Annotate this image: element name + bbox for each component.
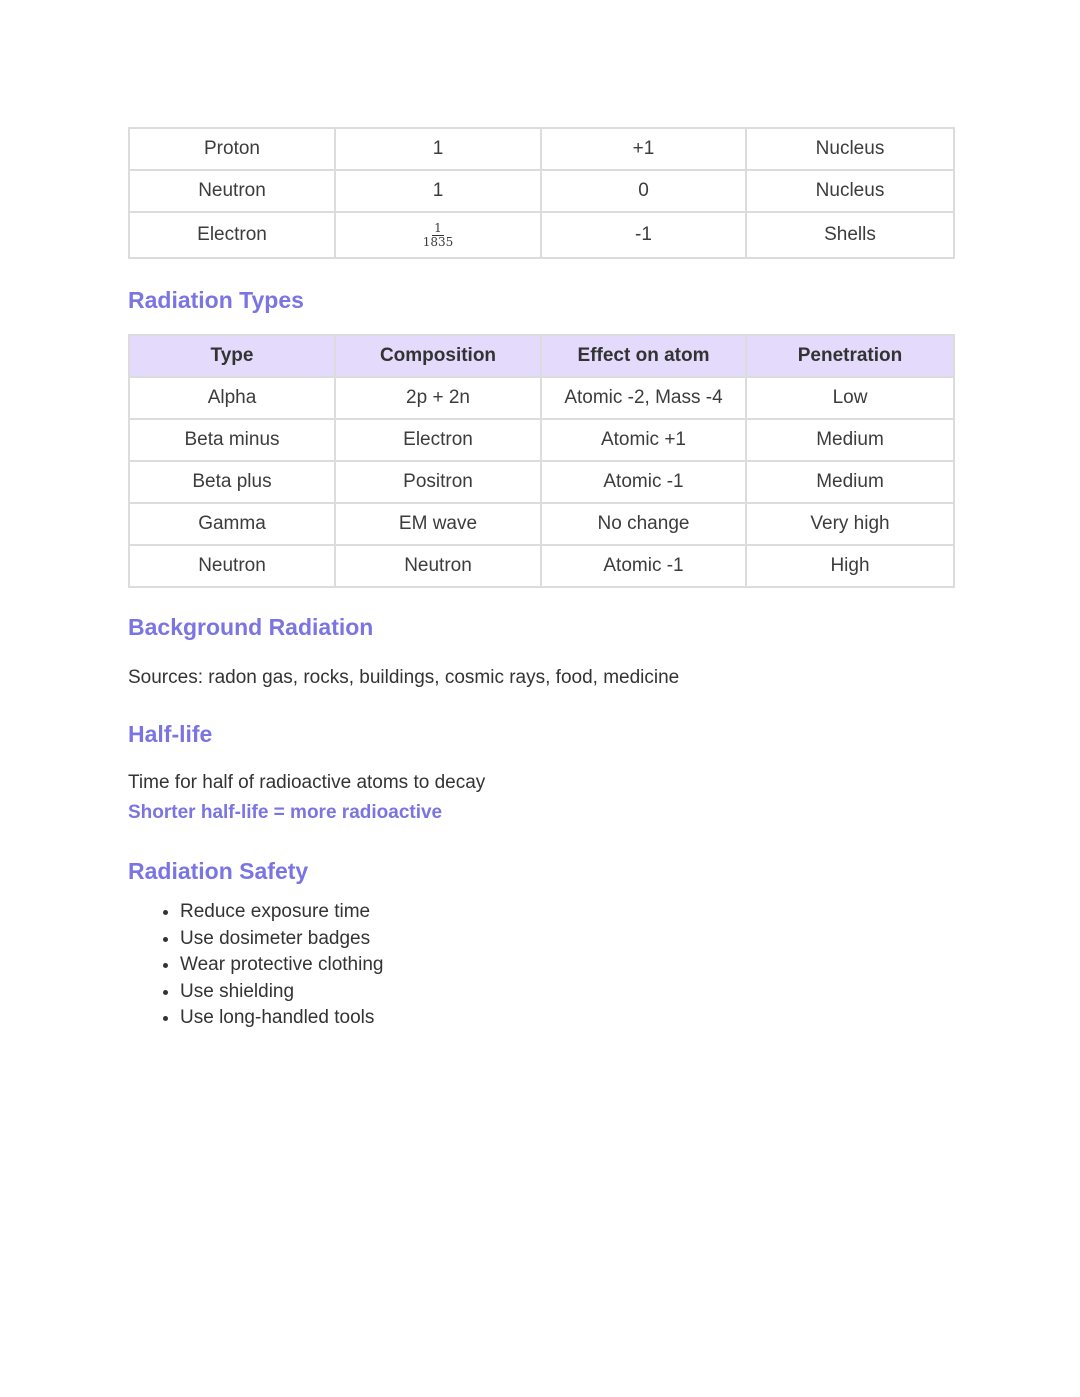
column-header-effect: Effect on atom <box>541 335 746 377</box>
particle-mass: 1 <box>335 170 541 212</box>
table-header-row <box>129 335 954 377</box>
cell-type: Neutron <box>129 545 335 587</box>
cell-penetration: Very high <box>746 503 954 545</box>
particle-name: Proton <box>129 128 335 170</box>
cell-type: Beta plus <box>129 461 335 503</box>
particle-location: Nucleus <box>746 170 954 212</box>
cell-effect: Atomic -1 <box>541 461 746 503</box>
cell-composition: Neutron <box>335 545 541 587</box>
list-item: • Use long-handled tools <box>180 1005 953 1032</box>
document-page <box>128 127 953 1032</box>
table-row <box>129 461 954 503</box>
list-item: • Reduce exposure time <box>180 899 953 926</box>
cell-penetration: Low <box>746 377 954 419</box>
column-header-composition: Composition <box>335 335 541 377</box>
column-header-penetration: Penetration <box>746 335 954 377</box>
cell-composition: 2p + 2n <box>335 377 541 419</box>
cell-composition: Positron <box>335 461 541 503</box>
particle-charge: +1 <box>541 128 746 170</box>
particle-mass: 1 <box>335 128 541 170</box>
particle-location: Shells <box>746 212 954 258</box>
mass-fraction <box>423 222 454 249</box>
cell-penetration: High <box>746 545 954 587</box>
fraction-denominator: 1835 <box>422 234 454 249</box>
table-row <box>129 170 954 212</box>
section-heading-half-life: Half-life <box>128 721 213 747</box>
cell-effect: No change <box>541 503 746 545</box>
table-row <box>129 545 954 587</box>
fraction-numerator: 1 <box>434 220 442 235</box>
table-row <box>129 212 954 258</box>
radiation-types-table <box>128 334 955 588</box>
particle-location: Nucleus <box>746 128 954 170</box>
column-header-type: Type <box>129 335 335 377</box>
particle-mass <box>335 212 541 258</box>
table-row <box>129 377 954 419</box>
subatomic-particles-table <box>128 127 955 259</box>
section-heading-radiation-safety: Radiation Safety <box>128 858 309 884</box>
particle-charge: 0 <box>541 170 746 212</box>
list-item: • Use shielding <box>180 979 953 1006</box>
cell-penetration: Medium <box>746 461 954 503</box>
section-heading-radiation-types: Radiation Types <box>128 287 304 313</box>
cell-composition: Electron <box>335 419 541 461</box>
half-life-emphasis: Shorter half-life = more radioactive <box>128 802 443 823</box>
cell-composition: EM wave <box>335 503 541 545</box>
table-row <box>129 419 954 461</box>
table-row <box>129 503 954 545</box>
background-sources-text: Sources: radon gas, rocks, buildings, cosmic rays, food, medicine <box>128 667 680 688</box>
particle-name: Neutron <box>129 170 335 212</box>
particle-name: Electron <box>129 212 335 258</box>
list-item: • Use dosimeter badges <box>180 926 953 953</box>
particle-charge: -1 <box>541 212 746 258</box>
cell-effect: Atomic -1 <box>541 545 746 587</box>
half-life-definition: Time for half of radioactive atoms to decay <box>128 772 486 793</box>
safety-list <box>128 899 953 1032</box>
cell-type: Gamma <box>129 503 335 545</box>
cell-effect: Atomic -2, Mass -4 <box>541 377 746 419</box>
list-item: • Wear protective clothing <box>180 952 953 979</box>
cell-penetration: Medium <box>746 419 954 461</box>
cell-type: Beta minus <box>129 419 335 461</box>
section-heading-background-radiation: Background Radiation <box>128 614 374 640</box>
cell-type: Alpha <box>129 377 335 419</box>
cell-effect: Atomic +1 <box>541 419 746 461</box>
table-row <box>129 128 954 170</box>
